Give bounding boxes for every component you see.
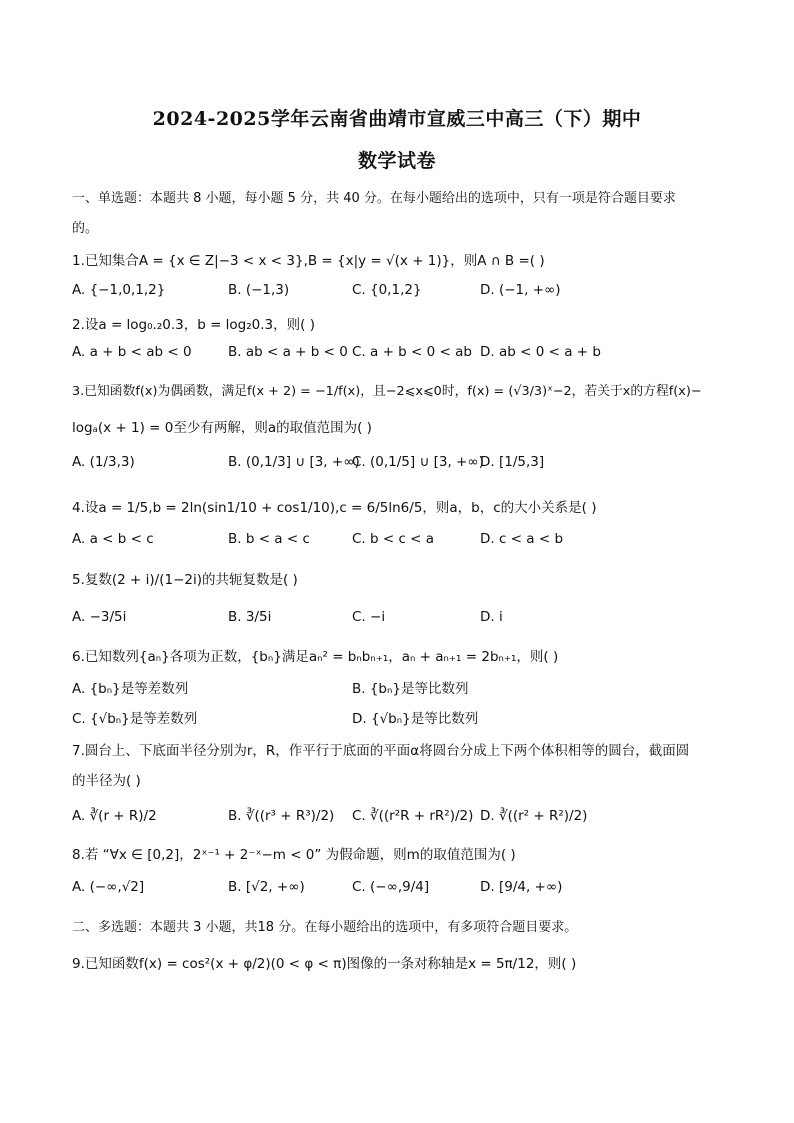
question-3-option-a: A. (1/3,3) bbox=[72, 454, 135, 470]
question-6-option-c: C. {√bₙ}是等差数列 bbox=[72, 711, 198, 727]
question-8-stem: 8.若 “∀x ∈ [0,2]，2ˣ⁻¹ + 2⁻ˣ−m < 0” 为假命题，则m的取值范围为( ) bbox=[72, 847, 516, 863]
question-6-stem: 6.已知数列{aₙ}各项为正数，{bₙ}满足aₙ² = bₙbₙ₊₁，aₙ + aₙ₊₁ = 2bₙ₊₁，则( ) bbox=[72, 649, 559, 665]
question-7-option-c: C. ∛((r²R + rR²)/2) bbox=[352, 808, 474, 824]
question-8-option-b: B. [√2, +∞) bbox=[228, 879, 305, 895]
question-5-stem: 5.复数(2 + i)/(1−2i)的共轭复数是( ) bbox=[72, 572, 298, 588]
question-8-option-a: A. (−∞,√2] bbox=[72, 879, 145, 895]
question-6-option-a: A. {bₙ}是等差数列 bbox=[72, 681, 189, 697]
question-2-stem: 2.设a = log₀.₂0.3，b = log₂0.3，则( ) bbox=[72, 317, 315, 333]
question-8-option-d: D. [9/4, +∞) bbox=[480, 879, 563, 895]
question-3-option-d: D. [1/5,3] bbox=[480, 454, 545, 470]
question-5-option-b: B. 3/5i bbox=[228, 609, 272, 625]
question-3-stem: 3.已知函数f(x)为偶函数，满足f(x + 2) = −1/f(x)，且−2⩽x⩽0时，f(x) = (√3/3)ˣ−2，若关于x的方程f(x)− bbox=[72, 384, 702, 399]
question-5-option-d: D. i bbox=[480, 609, 503, 625]
exam-subtitle: 数学试卷 bbox=[357, 150, 436, 172]
question-4-option-d: D. c < a < b bbox=[480, 531, 564, 547]
question-7-option-a: A. ∛(r + R)/2 bbox=[72, 808, 157, 824]
section1-heading: 一、单选题：本题共 8 小题，每小题 5 分，共 40 分。在每小题给出的选项中，只有一项是符合题目要求 bbox=[72, 191, 676, 206]
question-6-option-d: D. {√bₙ}是等比数列 bbox=[352, 711, 479, 727]
question-3-option-c: C. (0,1/5] ∪ [3, +∞) bbox=[352, 454, 484, 470]
question-6-option-b: B. {bₙ}是等比数列 bbox=[352, 681, 469, 697]
question-1-option-a: A. {−1,0,1,2} bbox=[72, 282, 166, 298]
question-7-stem: 7.圆台上、下底面半径分别为r，R，作平行于底面的平面α将圆台分成上下两个体积相等的圆台，截面圆 bbox=[72, 743, 690, 759]
question-1-option-c: C. {0,1,2} bbox=[352, 282, 422, 298]
question-3-stem-cont: logₐ(x + 1) = 0至少有两解，则a的取值范围为( ) bbox=[72, 420, 372, 436]
question-1-option-b: B. (−1,3) bbox=[228, 282, 290, 298]
question-1-stem: 1.已知集合A = {x ∈ Z|−3 < x < 3},B = {x|y = √(x + 1)}，则A ∩ B =( ) bbox=[72, 253, 545, 269]
exam-title: 2024-2025学年云南省曲靖市宣威三中高三（下）期中 bbox=[152, 108, 642, 130]
question-9-stem: 9.已知函数f(x) = cos²(x + φ/2)(0 < φ < π)图像的一条对称轴是x = 5π/12，则( ) bbox=[72, 956, 577, 972]
section1-heading-cont: 的。 bbox=[72, 221, 99, 236]
question-2-option-d: D. ab < 0 < a + b bbox=[480, 344, 601, 360]
question-7-option-d: D. ∛((r² + R²)/2) bbox=[480, 808, 588, 824]
question-5-option-c: C. −i bbox=[352, 609, 386, 625]
section2-heading: 二、多选题：本题共 3 小题，共18 分。在每小题给出的选项中，有多项符合题目要求。 bbox=[72, 920, 578, 935]
question-4-option-a: A. a < b < c bbox=[72, 531, 154, 547]
question-4-stem: 4.设a = 1/5,b = 2ln(sin1/10 + cos1/10),c = 6/5ln6/5，则a，b，c的大小关系是( ) bbox=[72, 500, 597, 516]
question-8-option-c: C. (−∞,9/4] bbox=[352, 879, 430, 895]
question-7-stem-cont: 的半径为( ) bbox=[72, 773, 141, 789]
question-3-option-b: B. (0,1/3] ∪ [3, +∞) bbox=[228, 454, 360, 470]
question-4-option-b: B. b < a < c bbox=[228, 531, 310, 547]
question-1-option-d: D. (−1, +∞) bbox=[480, 282, 561, 298]
question-2-option-a: A. a + b < ab < 0 bbox=[72, 344, 192, 360]
question-5-option-a: A. −3/5i bbox=[72, 609, 127, 625]
question-7-option-b: B. ∛((r³ + R³)/2) bbox=[228, 808, 335, 824]
question-4-option-c: C. b < c < a bbox=[352, 531, 435, 547]
question-2-option-b: B. ab < a + b < 0 bbox=[228, 344, 348, 360]
question-2-option-c: C. a + b < 0 < ab bbox=[352, 344, 472, 360]
